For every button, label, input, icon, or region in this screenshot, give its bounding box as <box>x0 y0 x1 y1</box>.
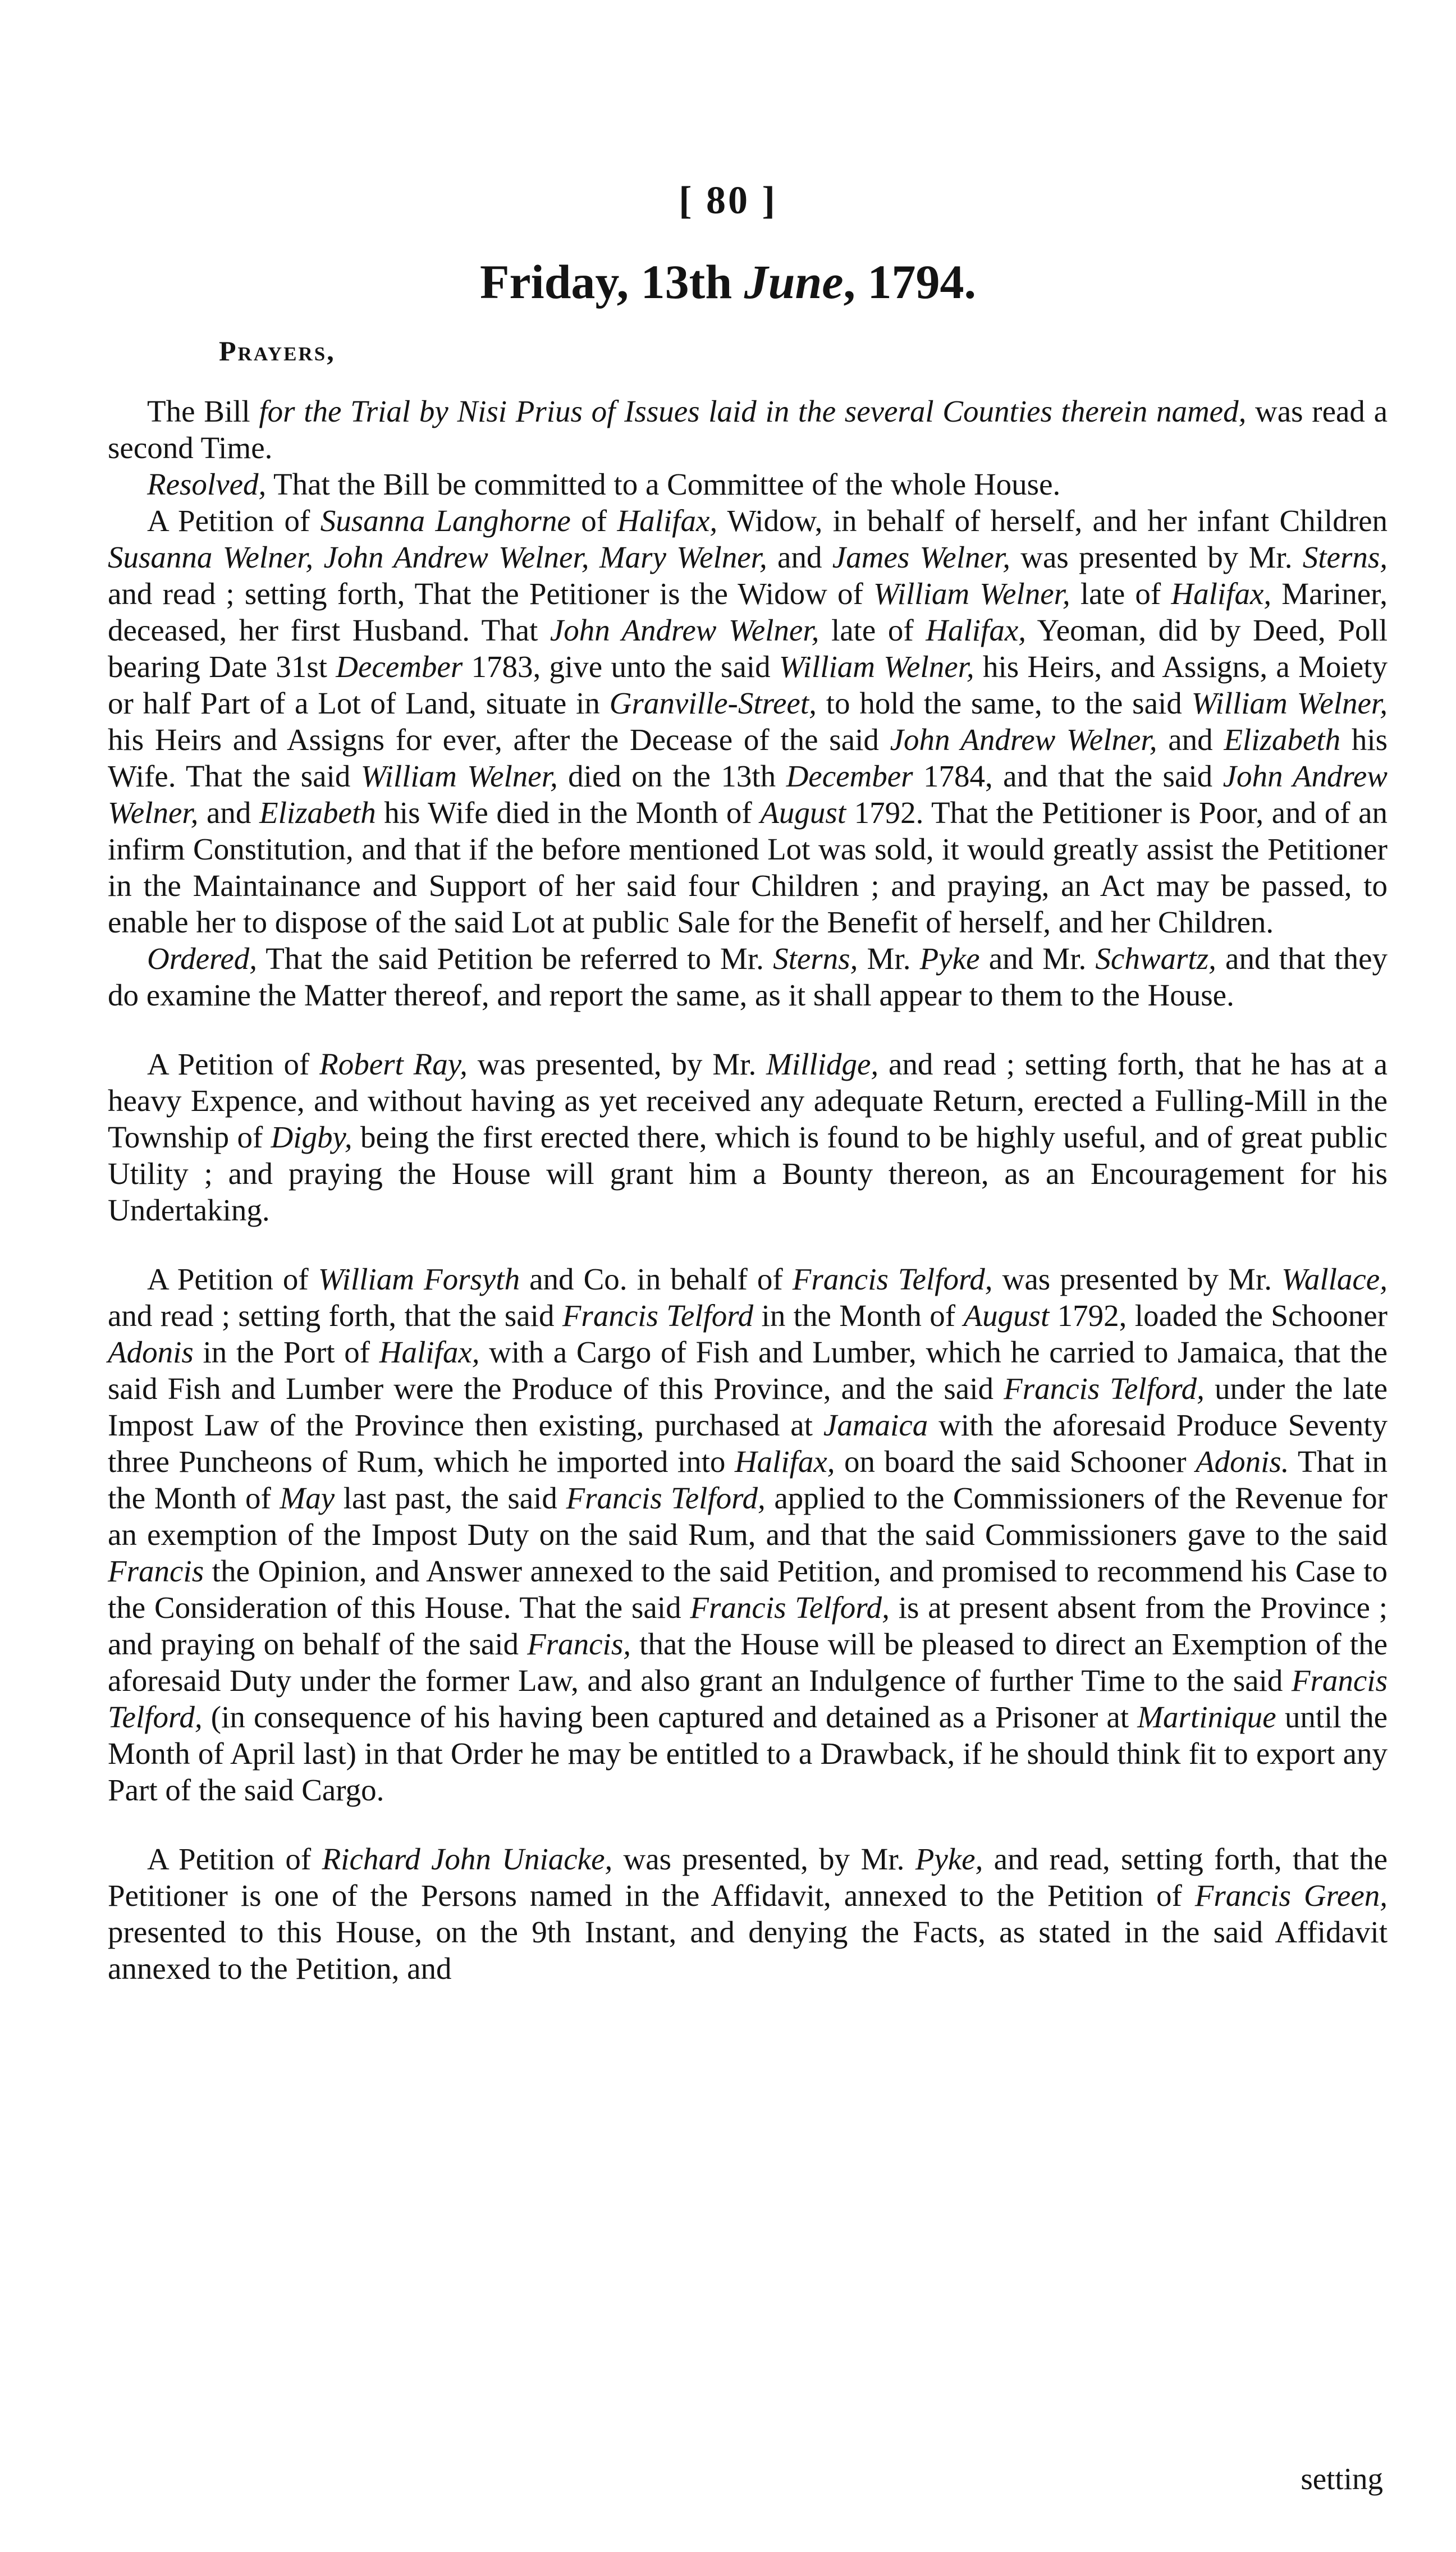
text-run: was presented, by Mr. <box>612 1842 915 1876</box>
text-run: with the aforesaid Produce Seventy three Puncheons of Rum, which he imported into <box>108 1408 1388 1479</box>
text-run: that the House will be pleased to direct an Exemption of the aforesaid Duty under the former Law, and also grant an Indulgence of further Time to the said <box>108 1627 1388 1698</box>
person-name: Richard John Uniacke, <box>322 1842 613 1876</box>
member-name: Millidge, <box>766 1047 879 1081</box>
page-number: [ 80 ] <box>679 179 777 222</box>
text-run: 1792, loaded the Schooner <box>1049 1298 1388 1333</box>
text-run: of <box>570 504 617 538</box>
resolved-label: Resolved, <box>147 467 267 501</box>
text-run: and read ; setting forth, that the said <box>108 1298 562 1333</box>
text-run: (in consequence of his having been captured and detained as a Prisoner at <box>202 1700 1138 1734</box>
text-run: the Opinion, and Answer annexed to the said Petition, and promised to recommend his Case to the Consideration of this House. That the said <box>108 1554 1388 1625</box>
person-name: William Welner, <box>873 577 1070 611</box>
text-run <box>589 540 599 574</box>
person-name: Susanna Langhorne <box>320 504 571 538</box>
person-name: Robert Ray, <box>319 1047 468 1081</box>
text-run: 1783, give unto the said <box>463 650 779 684</box>
journal-body <box>108 393 1388 1987</box>
paragraph-ray-petition <box>108 1046 1388 1228</box>
text-run: and that they do examine the Matter thereof, and report the same, as it shall appear to them to the House. <box>108 941 1388 1012</box>
month-name: May <box>280 1481 335 1515</box>
person-name: Francis Telford, <box>108 1663 1388 1734</box>
place-name: Halifax, <box>379 1335 480 1369</box>
person-name: William Welner, <box>1191 686 1388 720</box>
text-run: late of <box>1070 577 1171 611</box>
member-name: Pyke <box>919 941 980 976</box>
text-run: was read a second Time. <box>108 394 1388 465</box>
text-run: under the late Impost Law of the Province then existing, purchased at <box>108 1371 1388 1442</box>
bill-title: for the Trial by Nisi Prius of Issues laid in the several Counties therein named, <box>259 394 1247 428</box>
street-name: Granville-Street, <box>609 686 817 720</box>
person-name: William Welner, <box>779 650 974 684</box>
text-run: his Heirs, and Assigns, a Moiety or half Part of a Lot of Land, situate in <box>108 650 1388 720</box>
person-name: John Andrew Welner, <box>890 722 1157 757</box>
date-heading <box>0 254 1456 310</box>
text-run: died on the 13th <box>557 759 786 793</box>
text-run: and Co. in behalf of <box>520 1262 793 1296</box>
text-run: last past, the said <box>335 1481 566 1515</box>
text-run: Yeoman, did by Deed, Poll bearing Date 31st <box>108 613 1388 684</box>
date-suffix: , 1794. <box>843 255 976 309</box>
text-run: in the Port of <box>193 1335 379 1369</box>
person-name: Francis, <box>527 1627 631 1661</box>
text-run: A Petition of <box>147 1842 322 1876</box>
prayers-heading: Prayers, <box>219 335 336 367</box>
place-name: Martinique <box>1137 1700 1276 1734</box>
place-name: Digby, <box>271 1120 352 1154</box>
person-name: John Andrew Welner, <box>550 613 819 647</box>
place-name: Halifax, <box>926 613 1026 647</box>
text-run: and <box>198 795 259 830</box>
person-name: Francis Telford, <box>690 1590 890 1625</box>
text-run: being the first erected there, which is found to be highly useful, and of great public Utility ; and praying the House will grant him a Bounty thereon, as an Encouragement for his Undertaking. <box>108 1120 1388 1227</box>
text-run: and read ; setting forth, that he has at a heavy Expence, and without having as yet received any adequate Return, erected a Fulling-Mill in the Township of <box>108 1047 1388 1154</box>
text-run: his Heirs and Assigns for ever, after the Decease of the said <box>108 722 890 757</box>
paragraph-forsyth-petition <box>108 1261 1388 1808</box>
text-run: 1784, and that the said <box>913 759 1223 793</box>
member-name: Pyke, <box>915 1842 983 1876</box>
text-run: with a Cargo of Fish and Lumber, which he carried to Jamaica, that the said Fish and Lumber were the Produce of this Province, and the said <box>108 1335 1388 1406</box>
paragraph-ordered <box>108 940 1388 1013</box>
text-run: his Wife died in the Month of <box>376 795 761 830</box>
person-name: Francis Telford, <box>1004 1371 1205 1406</box>
text-run: Mariner, deceased, her first Husband. That <box>108 577 1388 647</box>
paragraph-uniacke-petition <box>108 1841 1388 1987</box>
person-name: John Andrew Welner, <box>323 540 589 574</box>
text-run: his Wife. That the said <box>108 722 1388 793</box>
text-run: A Petition of <box>147 504 320 538</box>
text-run <box>313 540 323 574</box>
text-run: That the Bill be committed to a Committee of the whole House. <box>266 467 1061 501</box>
place-name: Halifax, <box>617 504 718 538</box>
month-name: August <box>963 1298 1050 1333</box>
text-run: to hold the same, to the said <box>816 686 1192 720</box>
text-run: applied to the Commissioners of the Revenue for an exemption of the Impost Duty on the said Rum, and that the said Commissioners gave to the said <box>108 1481 1388 1552</box>
ship-name: Adonis. <box>1195 1444 1289 1479</box>
text-run: Mr. <box>858 941 920 976</box>
ship-name: Adonis <box>108 1335 194 1369</box>
person-name: Francis <box>108 1554 204 1588</box>
text-run: That in the Month of <box>108 1444 1388 1515</box>
text-run: was presented, by Mr. <box>467 1047 767 1081</box>
text-run: on board the said Schooner <box>835 1444 1196 1479</box>
person-name: John Andrew Welner, <box>108 759 1388 830</box>
month-name: August <box>760 795 846 830</box>
member-name: Wallace, <box>1281 1262 1388 1296</box>
text-run: and read ; setting forth, That the Petitioner is the Widow of <box>108 577 873 611</box>
person-name: Francis Telford, <box>566 1481 766 1515</box>
date-prefix: Friday, 13th <box>480 255 744 309</box>
person-name: William Forsyth <box>318 1262 520 1296</box>
place-name: Halifax, <box>734 1444 835 1479</box>
date-month: June <box>744 255 844 309</box>
text-run: is at present absent from the Province ; and praying on behalf of the said <box>108 1590 1388 1661</box>
person-name: Francis Telford <box>562 1298 754 1333</box>
ordered-label: Ordered, <box>147 941 258 976</box>
text-run: A Petition of <box>147 1262 318 1296</box>
text-run: That the said Petition be referred to Mr. <box>257 941 773 976</box>
text-run: and <box>767 540 832 574</box>
text-run: The Bill <box>147 394 259 428</box>
catchword: setting <box>1301 2462 1383 2496</box>
text-run: until the Month of April last) in that Order he may be entitled to a Drawback, if he should think fit to export any Part of the said Cargo. <box>108 1700 1388 1807</box>
paragraph-langhorne-petition <box>108 502 1388 940</box>
text-run: and Mr. <box>979 941 1096 976</box>
text-run: 1792. That the Petitioner is Poor, and of an infirm Constitution, and that if the before mentioned Lot was sold, it would greatly assist the Petitioner in the Maintainance and Support of her said four Children ; and praying, an Act may be passed, to enable her to dispose of the said Lot at public Sale for the Benefit of herself, and her Children. <box>108 795 1388 939</box>
person-name: Susanna Welner, <box>108 540 314 574</box>
member-name: Schwartz, <box>1095 941 1216 976</box>
person-name: Francis Green, <box>1194 1878 1388 1913</box>
text-run: and read, setting forth, that the Petitioner is one of the Persons named in the Affidavit, annexed to the Petition of <box>108 1842 1388 1913</box>
text-run: in the Month of <box>753 1298 964 1333</box>
text-run: was presented by Mr. <box>992 1262 1282 1296</box>
person-name: Mary Welner, <box>599 540 767 574</box>
place-name: Jamaica <box>823 1408 928 1442</box>
person-name: Elizabeth <box>1224 722 1341 757</box>
member-name: Sterns, <box>1302 540 1388 574</box>
month-name: December <box>336 650 463 684</box>
text-run: late of <box>819 613 926 647</box>
text-run: Widow, in behalf of herself, and her infant Children <box>717 504 1388 538</box>
person-name: Francis Telford, <box>792 1262 993 1296</box>
paragraph-resolved <box>108 466 1388 502</box>
text-run: and <box>1157 722 1224 757</box>
text-run: A Petition of <box>147 1047 320 1081</box>
person-name: William Welner, <box>360 759 558 793</box>
person-name: Elizabeth <box>259 795 376 830</box>
paragraph-bill-second-reading <box>108 393 1388 466</box>
text-run: was presented by Mr. <box>1010 540 1303 574</box>
text-run: presented to this House, on the 9th Instant, and denying the Facts, as stated in the said Affidavit annexed to the Petition, and <box>108 1915 1388 1986</box>
person-name: James Welner, <box>832 540 1010 574</box>
member-name: Sterns, <box>773 941 858 976</box>
place-name: Halifax, <box>1171 577 1272 611</box>
month-name: December <box>786 759 913 793</box>
